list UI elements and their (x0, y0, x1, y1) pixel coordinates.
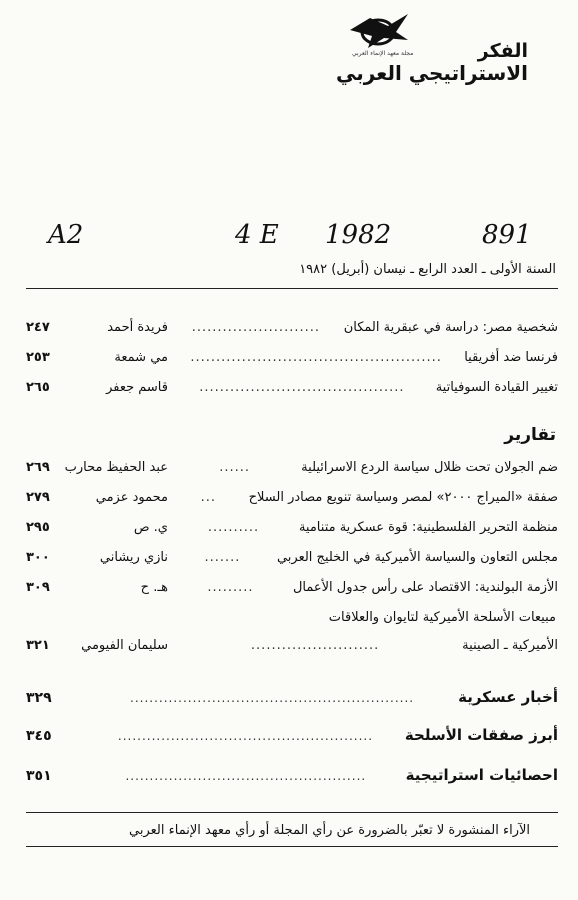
toc-title: تغيير القيادة السوفياتية (435, 380, 558, 395)
section-title: أبرز صفقات الأسلحة (404, 726, 558, 744)
toc-leader: ................................................. (190, 350, 442, 365)
divider (26, 846, 558, 847)
toc-title: فرنسا ضد أفريقيا (464, 350, 558, 365)
toc-author: ي. ص (133, 520, 168, 535)
section-title: احصائيات استراتيجية (405, 766, 558, 784)
divider (26, 288, 558, 289)
toc-page: ٢٦٥ (26, 380, 50, 395)
toc-page: ٣٠٩ (26, 580, 50, 595)
toc-leader: ......................... (191, 320, 320, 335)
toc-author: عبد الحفيظ محارب (64, 460, 168, 475)
toc-leader: ........................................ (199, 380, 405, 395)
toc-row (26, 350, 558, 368)
section-leader: ........................................................... (130, 691, 415, 705)
divider (26, 812, 558, 813)
toc-page: ٢٦٩ (26, 460, 50, 475)
toc-author: محمود عزمي (95, 490, 168, 505)
toc-row (26, 490, 558, 508)
toc-title: ضم الجولان تحت ظلال سياسة الردع الاسرائيلية (301, 460, 558, 475)
toc-title: منظمة التحرير الفلسطينية: قوة عسكرية متنامية (298, 520, 558, 535)
toc-page: ٣٢١ (26, 638, 50, 653)
toc-leader: ......................... (250, 638, 380, 653)
issue-line: السنة الأولى ـ العدد الرابع ـ نيسان (أبريل) ١٩٨٢ (299, 262, 556, 277)
section-page: ٣٥١ (26, 768, 52, 784)
toc-leader: .......... (207, 520, 260, 535)
disclaimer-footnote: الآراء المنشورة لا تعبّر بالضرورة عن رأي المجلة أو رأي معهد الإنماء العربي (129, 823, 530, 838)
toc-author: سليمان الفيومي (81, 638, 168, 653)
toc-row (26, 380, 558, 398)
magazine-title-line1: الفكر (477, 40, 528, 62)
toc-leader: ......... (207, 580, 254, 595)
toc-page: ٢٩٥ (26, 520, 50, 535)
section-row (26, 726, 558, 748)
toc-author: قاسم جعفر (106, 380, 168, 395)
toc-title-line1: مبيعات الأسلحة الأميركية لتايوان والعلاقات (328, 610, 556, 625)
section-leader: ..................................................... (117, 729, 374, 743)
toc-author: فريدة أحمد (107, 320, 168, 335)
toc-author: مي شمعة (114, 350, 168, 365)
section-title: أخبار عسكرية (458, 688, 558, 706)
toc-title: الأزمة البولندية: الاقتصاد على رأس جدول الأعمال (292, 580, 558, 595)
toc-leader: ....... (204, 550, 241, 565)
toc-row (26, 460, 558, 478)
toc-row (26, 520, 558, 538)
toc-title: صفقة «الميراج ٢٠٠٠» لمصر وسياسة تنويع مصادر السلاح (248, 490, 558, 505)
section-row (26, 688, 558, 710)
toc-page: ٢٧٩ (26, 490, 50, 505)
catalogue-number: 891 (482, 220, 532, 250)
toc-title-line2: الأميركية ـ الصينية (462, 638, 558, 653)
toc-author: هـ. ح (140, 580, 168, 595)
toc-leader: ... (200, 490, 217, 505)
toc-page: ٢٥٣ (26, 350, 50, 365)
masthead-subtitle: مجلة معهد الإنماء العربي (352, 50, 414, 57)
section-page: ٣٤٥ (26, 728, 52, 744)
toc-row (26, 550, 558, 568)
section-row (26, 766, 558, 788)
toc-row (26, 320, 558, 338)
toc-row (26, 638, 558, 656)
section-leader: .................................................. (125, 769, 367, 783)
magazine-title-line2: الاستراتيجي العربي (335, 61, 528, 85)
catalogue-code: A2 (48, 220, 84, 250)
magazine-title (336, 42, 528, 83)
catalogue-year: 1982 (325, 220, 392, 250)
toc-author: نازي ريشاني (99, 550, 168, 565)
reports-heading: تقارير (504, 425, 556, 445)
catalogue-issue-mark: 4 E (235, 220, 279, 250)
toc-page: ٢٤٧ (26, 320, 50, 335)
toc-title: شخصية مصر: دراسة في عبقرية المكان (343, 320, 558, 335)
toc-title: مجلس التعاون والسياسة الأميركية في الخليج العربي (276, 550, 558, 565)
toc-page: ٣٠٠ (26, 550, 50, 565)
toc-leader: ...... (219, 460, 250, 475)
section-page: ٣٢٩ (26, 690, 52, 706)
toc-row (26, 580, 558, 598)
